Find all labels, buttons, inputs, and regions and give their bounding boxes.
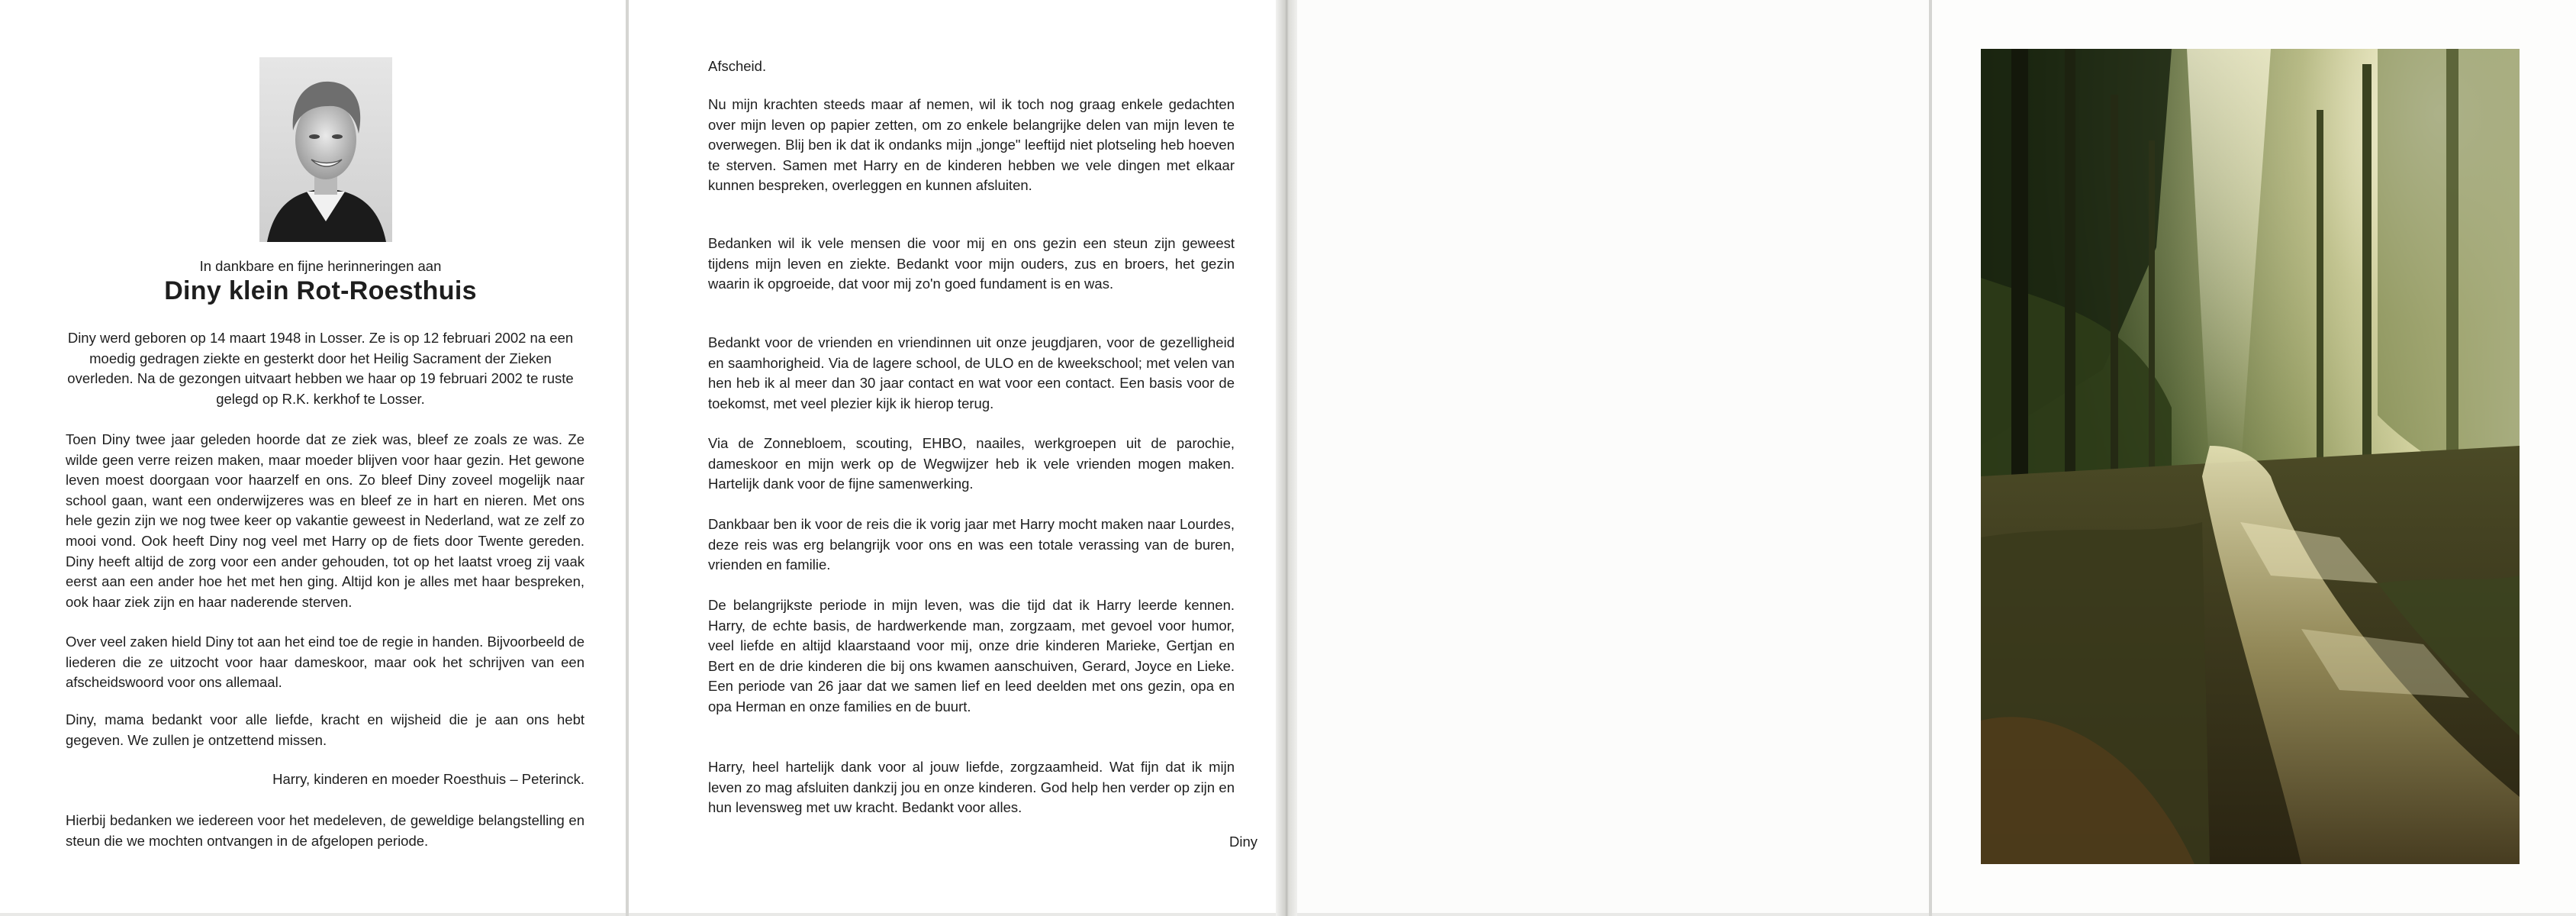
farewell-paragraph: Nu mijn krachten steeds maar af nemen, wil ik toch nog graag enkele gedachten over mijn leven op papier zetten, om zo enkele belangrijke delen van mijn leven te overwegen. Blij ben ik dat ik ondanks mijn „jonge" leeftijd niet plotseling heb hoeven te sterven. Samen met Harry en de kinderen hebben we vele dingen met elkaar kunnen bespreken, overleggen en kunnen afsluiten. [708,96,1235,194]
farewell-paragraph: De belangrijkste periode in mijn leven, was die tijd dat ik Harry leerde kennen. Harry, de echte basis, de hardwerkende man, zorgzaam, met gevoel voor humor, veel liefde en altijd klaarstaand voor mij, onze drie kinderen Marieke, Gertjan en Bert en de drie kinderen die bij ons kwamen aanschuiven, Gerard, Joyce en Lieke. Een periode van 26 jaar dat we samen lief en leed deelden met ons gezin, opa en opa Herman en onze families en de buurt. [708,597,1235,714]
portrait-photo [259,57,392,242]
memorial-paragraph: Diny, mama bedankt voor alle liefde, kracht en wijsheid die je aan ons hebt gegeven. We zullen je ontzettend missen. [66,711,584,748]
farewell-paragraph: Via de Zonnebloem, scouting, EHBO, naailes, werkgroepen uit de parochie, dameskoor en mijn werk op de Wegwijzer heb ik vele vrienden mogen maken. Hartelijk dank voor de fijne samenwerking. [708,435,1235,492]
blank-back-page [1297,0,1929,913]
life-facts: Diny werd geboren op 14 maart 1948 in Losser. Ze is op 12 februari 2002 na een moedig gedragen ziekte en gesterkt door het Heilig Sacrament der Zieken overleden. Na de gezongen uitvaart hebben we haar op 19 februari 2002 te ruste gelegd op R.K. kerkhof te Losser. [67,330,574,407]
forest-path-image [1981,49,2520,864]
deceased-name: Diny klein Rot-Roesthuis [164,276,477,305]
middle-page [629,0,1276,913]
farewell-paragraph: Bedankt voor de vrienden en vriendinnen uit onze jeugdjaren, voor de gezelligheid en saamhorigheid. Via de lagere school, de ULO en de kweekschool; met velen van hen heb ik al meer dan 30 jaar contact en wat voor een contact. Een basis voor de toekomst, met veel plezier kijk ik hierop terug. [708,334,1235,411]
farewell-paragraph: Dankbaar ben ik voor de reis die ik vorig jaar met Harry mocht maken naar Lourdes, deze reis was erg belangrijk voor ons en was een totale verassing van de buren, vrienden en familie. [708,516,1235,573]
farewell-heading: Afscheid. [708,58,767,74]
farewell-signature: Diny [1228,834,1257,850]
portrait-image [259,57,392,242]
farewell-paragraph: Harry, heel hartelijk dank voor al jouw liefde, zorgzaamheid. Wat fijn dat ik mijn leven zo mag afsluiten dankzij jou en onze kinderen. God help hen verder op zijn en hun levensweg met uw kracht. Bedankt voor alles. [708,759,1235,816]
thanks-paragraph: Hierbij bedanken we iedereen voor het medeleven, de geweldige belangstelling en steun die we mochten ontvangen in de afgelopen periode. [66,812,584,849]
family-signature: Harry, kinderen en moeder Roesthuis – Peterinck. [272,771,584,787]
left-page [0,0,626,913]
memorial-paragraph: Over veel zaken hield Diny tot aan het eind toe de regie in handen. Bijvoorbeeld de liederen die ze uitzocht voor haar dameskoor, maar ook het schrijven van een afscheidswoord voor ons allemaal. [66,634,584,691]
center-fold [1276,0,1297,916]
forest-path-photo [1981,49,2520,864]
memorial-paragraph: Toen Diny twee jaar geleden hoorde dat ze ziek was, bleef ze zoals ze was. Ze wilde geen verre reizen maken, maar moeder blijven voor haar gezin. Het gewone leven moest doorgaan voor haarzelf en ons. Zo bleef Diny zoveel mogelijk naar school gaan, want een onderwijzeres was en bleef ze in hart en nieren. Met ons hele gezin zijn we nog twee keer op vakantie geweest in Nederland, wat ze zelf zo mooi vond. Ook heeft Diny nog veel met Harry op de fiets door Twente gereden. Diny heeft altijd de zorg voor een ander gehouden, tot op het laatst vroeg zij vaak eerst aan een ander hoe het met hen ging. Altijd kon je alles met haar bespreken, ook haar ziek zijn en haar naderende sterven. [66,431,584,610]
dedication-intro: In dankbare en fijne herinneringen aan [199,258,442,274]
farewell-paragraph: Bedanken wil ik vele mensen die voor mij en ons gezin een steun zijn geweest tijdens mijn leven en ziekte. Bedankt voor mijn ouders, zus en broers, het gezin waarin ik opgroeide, dat voor mij zo'n goed fundament is en was. [708,235,1235,292]
